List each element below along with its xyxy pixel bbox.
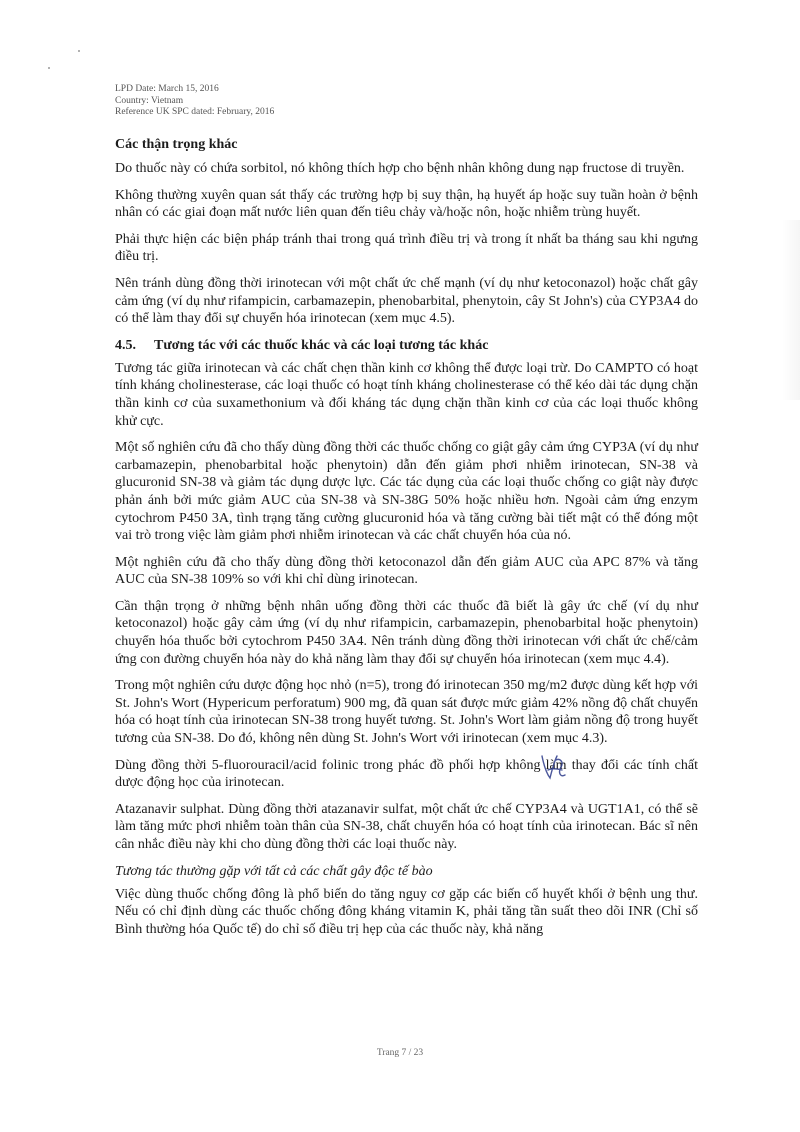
scan-speck <box>48 67 50 69</box>
paragraph-atazanavir: Atazanavir sulphat. Dùng đồng thời atazanavir sulfat, một chất ức chế CYP3A4 và UGT1A1, có thể sẽ làm tăng mức phơi nhiễm toàn thân của SN-38, chất chuyển hóa có hoạt tính của irinotecan. Bác sĩ nên cân nhắc điều này khi cho dùng đồng thời các loại thuốc này. <box>115 801 698 852</box>
subheading-cytotoxic-interactions: Tương tác thường gặp với tất cả các chất gây độc tế bào <box>115 863 433 879</box>
scan-edge-shadow <box>782 220 800 400</box>
section-number: 4.5. <box>115 337 136 353</box>
paragraph-cyp3a4: Nên tránh dùng đồng thời irinotecan với một chất ức chế mạnh (ví dụ như ketoconazol) hoặc chất gây cảm ứng (ví dụ như rifampicin, carbamazepin, phenobarbital, phenytoin, cây St John's) của CYP3A4 do có thể làm thay đổi sự chuyển hóa irinotecan (xem mục 4.5). <box>115 275 699 327</box>
page-number-footer: Trang 7 / 23 <box>376 1048 424 1058</box>
document-body <box>115 136 698 947</box>
paragraph-sorbitol: Do thuốc này có chứa sorbitol, nó không thích hợp cho bệnh nhân không dung nạp fructose di truyền. <box>115 161 685 176</box>
paragraph-st-johns-wort: Trong một nghiên cứu dược động học nhỏ (n=5), trong đó irinotecan 350 mg/m2 được dùng kết hợp với St. John's Wort (Hypericum perforatum) 900 mg, đã quan sát được mức giảm 42% nồng độ chất chuyển hóa có hoạt tính của irinotecan SN-38 trong huyết tương. St. John's Wort làm giảm nồng độ trong huyết tương của SN-38. Do đó, không nên dùng St. John's Wort với irinotecan (xem mục 4.3). <box>115 678 698 747</box>
document-header <box>115 84 274 119</box>
header-reference: Reference UK SPC dated: February, 2016 <box>115 107 275 117</box>
section-heading-interactions <box>115 337 698 355</box>
scan-speck <box>78 50 80 52</box>
paragraph-anticonvulsants: Một số nghiên cứu đã cho thấy dùng đồng thời các thuốc chống co giật gây cảm ứng CYP3A (ví dụ như carbamazepin, phenobarbital hoặc phenytoin) dẫn đến giảm phơi nhiễm irinotecan, SN-38 và glucuronid SN-38 và giảm tác dụng dược lực. Các tác dụng của các loại thuốc chống co giật này được phản ánh bởi mức giảm AUC của SN-38 và SN-38G 50% hoặc nhiều hơn. Ngoài cảm ứng enzym cytochrom P450 3A, tình trạng tăng cường glucuronid hóa và tăng cường bài tiết mật có thể đóng một vai trò trong việc làm giảm phơi nhiễm irinotecan và các chất chuyển hóa của nó. <box>115 440 698 544</box>
handwritten-initials-signature <box>534 748 574 788</box>
paragraph-anticoagulants: Việc dùng thuốc chống đông là phổ biến do tăng nguy cơ gặp các biến cố huyết khối ở bệnh ung thư. Nếu có chỉ định dùng các thuốc chống đông kháng vitamin K, phải tăng tần suất theo dõi INR (Chỉ số Bình thường hóa Quốc tế) do chỉ số điều trị hẹp của các thuốc này, khả năng <box>115 886 698 937</box>
paragraph-contraception: Phải thực hiện các biện pháp tránh thai trong quá trình điều trị và trong ít nhất ba tháng sau khi ngưng điều trị. <box>115 231 698 265</box>
section-heading-precautions: Các thận trọng khác <box>115 137 238 152</box>
header-lpd-date: LPD Date: March 15, 2016 <box>115 84 219 94</box>
paragraph-renal-failure: Không thường xuyên quan sát thấy các trường hợp bị suy thận, hạ huyết áp hoặc suy tuần hoàn ở bệnh nhân có các giai đoạn mất nước liên quan đến tiêu chảy và/hoặc nôn, hoặc nhiễm trùng huyết. <box>115 187 698 221</box>
paragraph-fluorouracil: Dùng đồng thời 5-fluorouracil/acid folinic trong phác đồ phối hợp không làm thay đổi các tính chất dược động học của irinotecan. <box>115 757 698 791</box>
paragraph-inhibitors-inducers: Cần thận trọng ở những bệnh nhân uống đồng thời các thuốc đã biết là gây ức chế (ví dụ như ketoconazol) hoặc gây cảm ứng (ví dụ như rifampicin, carbamazepin, phenobarbital hoặc phenytoin) chuyển hóa thuốc bởi cytochrom P450 3A4. Nên tránh dùng đồng thời irinotecan với chất ức chế/cảm ứng con đường chuyển hóa này do khả năng làm thay đổi sự chuyển hóa irinotecan (xem mục 4.4). <box>115 598 698 667</box>
paragraph-ketoconazole: Một nghiên cứu đã cho thấy dùng đồng thời ketoconazol dẫn đến giảm AUC của APC 87% và tăng AUC của SN-38 109% so với khi chỉ dùng irinotecan. <box>115 554 698 588</box>
paragraph-neuromuscular: Tương tác giữa irinotecan và các chất chẹn thần kinh cơ không thể được loại trừ. Do CAMPTO có hoạt tính kháng cholinesterase, các loại thuốc có hoạt tính kháng cholinesterase có thể kéo dài tác dụng chặn thần kinh cơ của suxamethonium và đối kháng tác dụng chặn thần kinh cơ của các loại thuốc không khử cực. <box>115 360 698 429</box>
header-country: Country: Vietnam <box>115 95 184 106</box>
section-title: Tương tác với các thuốc khác và các loại tương tác khác <box>154 337 489 353</box>
